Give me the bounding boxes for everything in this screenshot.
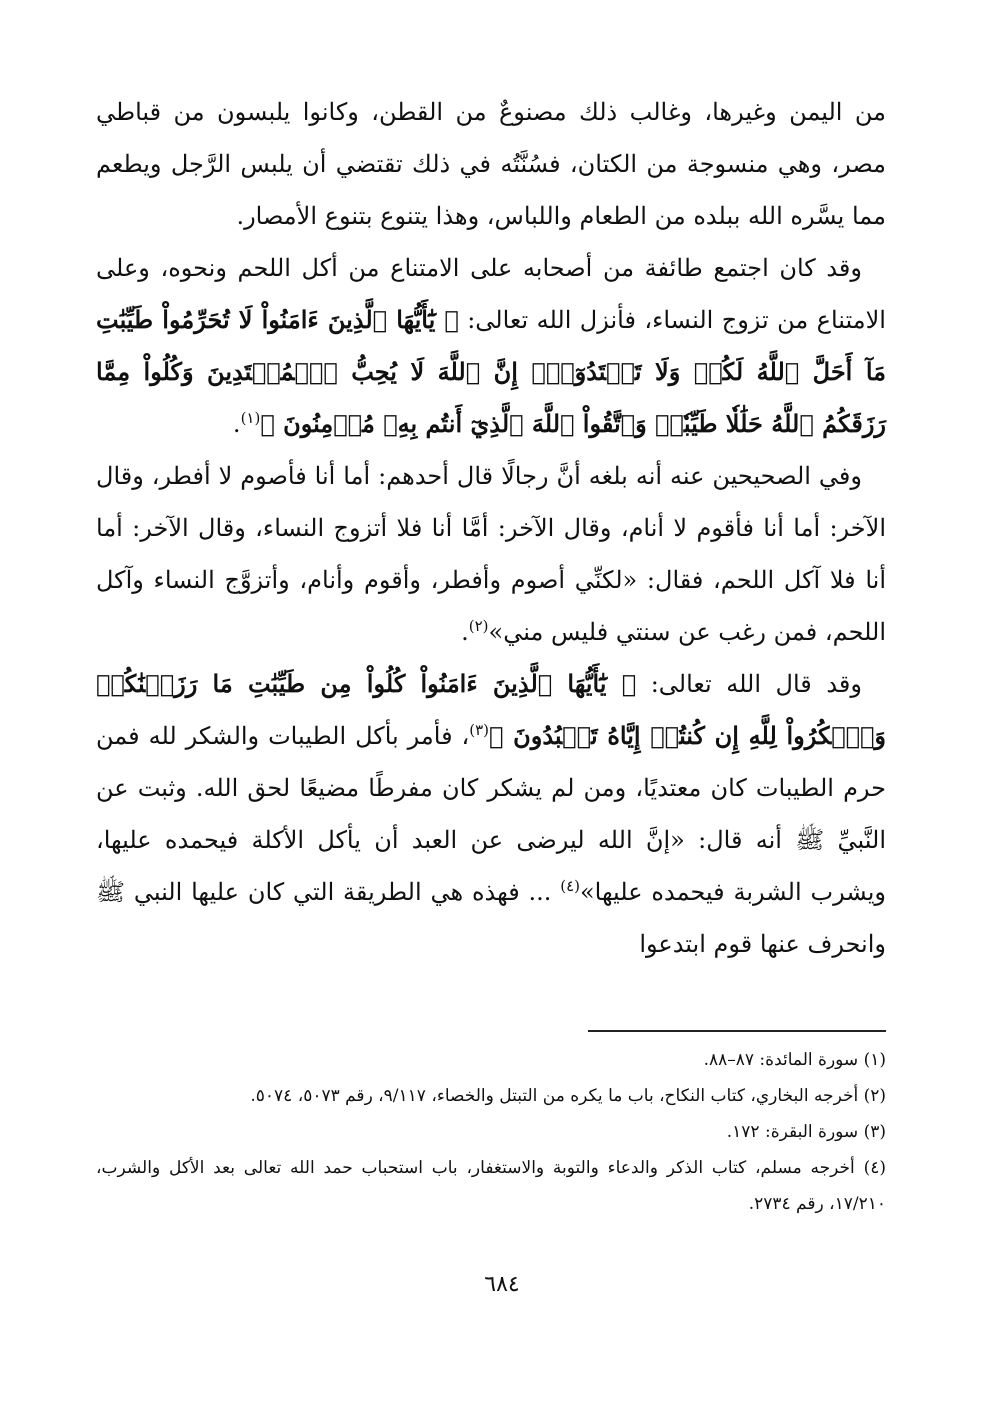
paragraph-4-intro: وقد قال الله تعالى: [650, 670, 862, 698]
footnotes [96, 1042, 886, 1222]
main-text [96, 86, 886, 970]
paragraph-1: من اليمن وغيرها، وغالب ذلك مصنوعٌ من القطن، وكانوا يلبسون من قباطي مصر، وهي منسوجة من الكتان، فسُنَّتُه في ذلك تقتضي أن يلبس الرَّجل ويطعم مما يسَّره الله ببلده من الطعام واللباس، وهذا يتنوع بتنوع الأمصار. [96, 98, 886, 230]
footnote-4: (٤) أخرجه مسلم، كتاب الذكر والدعاء والتوبة والاستغفار، باب استحباب حمد الله تعالى بعد الأكل والشرب، ١٧/٢١٠، رقم ٢٧٣٤. [96, 1158, 886, 1214]
page-number: ٦٨٤ [484, 1272, 520, 1297]
quran-verse-maidah: ﴿ يَٰٓأَيُّهَا ٱلَّذِينَ ءَامَنُواْ لَا تُحَرِّمُواْ طَيِّبَٰتِ مَآ أَحَلَّ ٱللَّهُ لَكُمۡ وَلَا تَعۡتَدُوٓاْۚ إِنَّ ٱللَّهَ لَا يُحِبُّ ٱلۡمُعۡتَدِينَ وَكُلُواْ مِمَّا رَزَقَكُمُ ٱللَّهُ حَلَٰلٗا طَيِّبٗاۚ وَٱتَّقُواْ ٱللَّهَ ٱلَّذِيٓ أَنتُم بِهِۦ مُؤۡمِنُونَ ﴾ [96, 305, 886, 438]
paragraph-2-end: . [232, 410, 241, 438]
paragraph-4-middle: ، فأمر بأكل الطيبات والشكر لله فمن حرم الطيبات كان معتديًا، ومن لم يشكر كان مفرطًا مضيعًا لحق الله. وثبت عن النَّبيِّ ﷺ أنه قال: «إنَّ الله ليرضى عن العبد أن يأكل الأكلة فيحمده عليها، ويشرب الشربة فيحمده عليها» [96, 722, 886, 906]
paragraph-3-end: . [461, 618, 469, 646]
paragraph-4 [96, 658, 886, 970]
footnote-2: (٢) أخرجه البخاري، كتاب النكاح، باب ما يكره من التبتل والخصاء، ٩/١١٧، رقم ٥٠٧٣، ٥٠٧٤. [250, 1086, 886, 1106]
footnote-ref-4[interactable]: (٤) [560, 877, 580, 895]
paragraph-2 [96, 242, 886, 450]
paragraph-4-end: ... فهذه هي الطريقة التي كان عليها النبي ﷺ وانحرف عنها قوم ابتدعوا [96, 878, 886, 958]
footnote-3: (٣) سورة البقرة: ١٧٢. [726, 1122, 886, 1142]
footnote-divider [588, 1030, 886, 1032]
paragraph-3 [96, 450, 886, 658]
paragraph-2-intro: وقد كان اجتمع طائفة من أصحابه على الامتناع من أكل اللحم ونحوه، وعلى الامتناع من تزوج النساء، فأنزل الله تعالى: [96, 254, 886, 334]
footnote-ref-1[interactable]: (١) [240, 409, 261, 427]
quran-verse-baqarah: ﴿ يَٰٓأَيُّهَا ٱلَّذِينَ ءَامَنُواْ كُلُواْ مِن طَيِّبَٰتِ مَا رَزَقۡنَٰكُمۡ وَٱشۡكُرُواْ لِلَّهِ إِن كُنتُمۡ إِيَّاهُ تَعۡبُدُونَ ﴾ [96, 669, 886, 750]
footnote-ref-2[interactable]: (٢) [468, 617, 489, 635]
footnote-ref-3[interactable]: (٣) [469, 721, 490, 739]
paragraph-3-text: وفي الصحيحين عنه أنه بلغه أنَّ رجالًا قال أحدهم: أما أنا فأصوم لا أفطر، وقال الآخر: أما أنا فأقوم لا أنام، وقال الآخر: أمَّا أنا فلا أتزوج النساء، وقال الآخر: أما أنا فلا آكل اللحم، فقال: «لكنِّي أصوم وأفطر، وأقوم وأنام، وأتزوَّج النساء وآكل اللحم، فمن رغب عن سنتي فليس مني» [96, 462, 886, 646]
footnote-1: (١) سورة المائدة: ٨٧–٨٨. [703, 1050, 886, 1070]
